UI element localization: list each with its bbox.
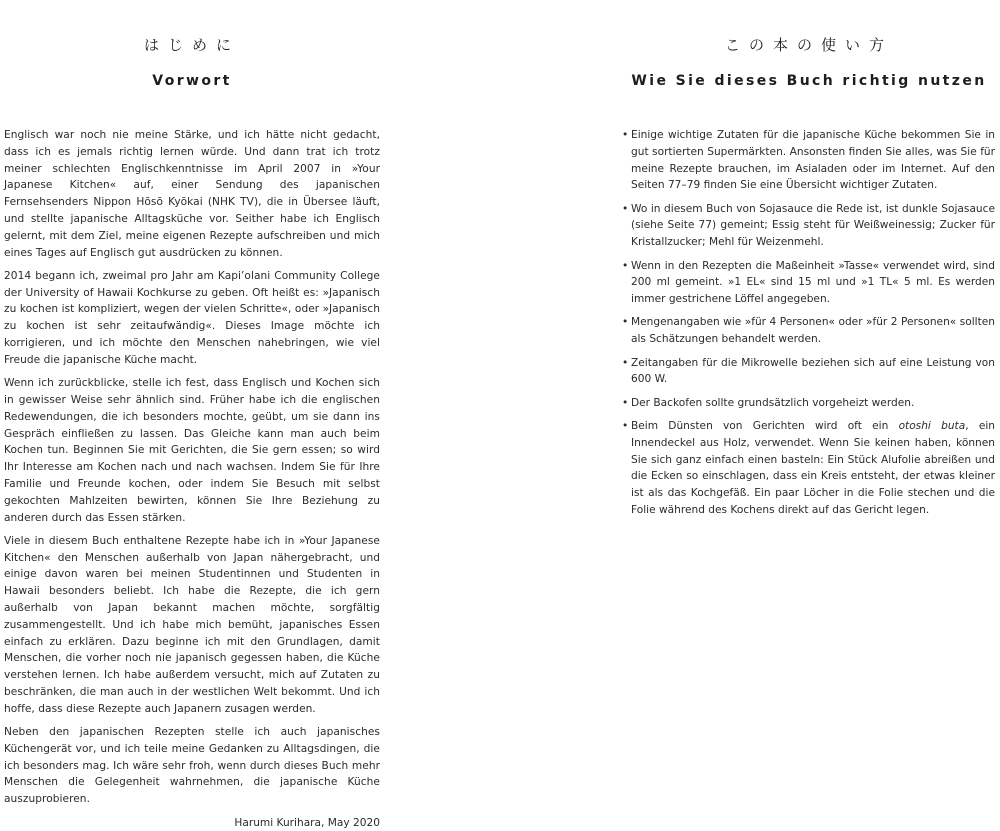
foreword-body: [4, 127, 380, 831]
bullet-icon: •: [622, 202, 629, 215]
list-item-text: Mengenangaben wie »für 4 Personen« oder »für 2 Personen« sollten als Schätzungen behandelt werden.: [631, 316, 995, 346]
list-item: [623, 258, 995, 308]
list-item-text: Zeitangaben für die Mikrowelle beziehen sich auf eine Leistung von 600 W.: [631, 356, 995, 386]
left-japanese-title: はじめに: [143, 36, 240, 54]
list-item-text-start: Beim Dünsten von Gerichten wird oft ein: [631, 419, 899, 432]
list-item: [623, 201, 995, 251]
list-item-text: Einige wichtige Zutaten für die japanische Küche bekommen Sie in gut sortierten Supermärkten. Ansonsten finden Sie alles, was Sie für meine Rezepte brauchen, im Asialaden oder im Internet. Auf den Seiten 77–79 finden Sie eine Übersicht wichtiger Zutaten.: [631, 129, 995, 192]
foreword-paragraph: Englisch war noch nie meine Stärke, und ich hätte nicht gedacht, dass ich es jemals richtig lernen würde. Und dann trat ich trotz meiner schlechten Englischkenntnisse im April 2007 in »Your Japanese Kitchen« auf, einer Sendung des japanischen Fernsehsenders Nippon Hōsō Kyōkai (NHK TV), die in Übersee läuft, und stellte japanische Alltagsküche vor. Seither habe ich Englisch gelernt, mit dem Ziel, meine eigenen Rezepte aufschreiben und mich eines Tages auf Englisch gut ausdrücken zu können.: [4, 129, 380, 259]
foreword-paragraph: Wenn ich zurückblicke, stelle ich fest, dass Englisch und Kochen sich in gewisser Weise sehr ähnlich sind. Früher habe ich die englischen Redewendungen, die ich besonders mochte, geübt, um sie dann ins Gespräch einfließen zu lassen. Das Gleiche kann man auch beim Kochen tun. Beginnen Sie mit Gerichten, die Sie gern essen; so wird Ihr Interesse am Kochen nach und nach wachsen. Indem Sie für Ihre Familie und Freunde kochen, oder indem Sie Besuch mit selbst gekochten Mahlzeiten bewirten, können Sie Ihre Beziehung zu anderen durch das Essen stärken.: [4, 377, 380, 524]
list-item: [623, 314, 995, 348]
list-item: [623, 355, 995, 389]
author-signature: Harumi Kurihara, May 2020: [234, 816, 380, 829]
list-item: [623, 418, 995, 519]
list-item: [623, 127, 995, 194]
bullet-icon: •: [622, 316, 629, 329]
foreword-paragraph: 2014 begann ich, zweimal pro Jahr am Kapi’olani Community College der University of Hawaii Kochkurse zu geben. Oft heißt es: »Japanisch zu kochen ist kompliziert, wegen der vielen Schritte«, oder »Japanisch zu kochen ist sehr zeitaufwändig«. Dieses Image möchte ich korrigieren, und ich möchte den Menschen nahebringen, wie viel Freude die japanische Küche macht.: [4, 269, 380, 366]
usage-guide-list: [623, 127, 995, 525]
foreword-title: Vorwort: [152, 73, 232, 89]
bullet-icon: •: [622, 356, 629, 369]
bullet-icon: •: [622, 259, 629, 272]
bullet-icon: •: [622, 419, 629, 432]
foreword-paragraph: Viele in diesem Buch enthaltene Rezepte habe ich in »Your Japanese Kitchen« den Menschen außerhalb von Japan nähergebracht, und einige davon waren bei meinen Studentinnen und Studenten in Hawaii besonders beliebt. Ich habe die Rezepte, die ich gern außerhalb von Japan bekannt machen möchte, sorgfältig zusammengestellt. Und ich habe mich bemüht, japanisches Essen einfach zu erklären. Dazu beginne ich mit den Grundlagen, damit Menschen, die vorher noch nie japanisch gegessen haben, die Küche verstehen lernen. Ich habe außerdem versucht, mich auf Zutaten zu beschränken, die man auch in der westlichen Welt bekommt. Und ich hoffe, dass diese Rezepte auch Japanern zusagen werden.: [4, 534, 380, 715]
bullet-icon: •: [622, 129, 629, 141]
list-item-text: Wo in diesem Buch von Sojasauce die Rede ist, ist dunkle Sojasauce (siehe Seite 77) gemeint; Essig steht für Weißweinessig; Zucker für Kristallzucker; Mehl für Weizenmehl.: [631, 202, 995, 249]
bullet-icon: •: [622, 396, 629, 409]
list-item: [623, 395, 995, 412]
list-item-text: Wenn in den Rezepten die Maßeinheit »Tasse« verwendet wird, sind 200 ml gemeint. »1 EL« sind 15 ml und »1 TL« 5 ml. Es werden immer gestrichene Löffel angegeben.: [631, 259, 995, 306]
list-item-text-end: , ein Innendeckel aus Holz, verwendet. Wenn Sie keinen haben, können Sie sich ganz einfach einen basteln: Ein Stück Alufolie abreißen und die Ecken so einschlagen, dass ein Kreis entsteht, der etwas kleiner ist als das Kochgefäß. Ein paar Löcher in die Folie stechen und die Folie während des Kochens direkt auf das Gericht legen.: [631, 419, 995, 516]
foreword-paragraph: Neben den japanischen Rezepten stelle ich auch japanisches Küchengerät vor, und ich teile meine Gedanken zu Alltagsdingen, die ich besonders mag. Ich wäre sehr froh, wenn durch dieses Buch mehr Menschen die Gelegenheit wahrnehmen, die japanische Küche auszuprobieren.: [4, 726, 380, 806]
otoshi-buta-term: otoshi buta: [898, 419, 966, 432]
right-japanese-title: この本の使い方: [724, 36, 893, 54]
list-item-text: Der Backofen sollte grundsätzlich vorgeheizt werden.: [631, 396, 915, 409]
usage-guide-title: Wie Sie dieses Buch richtig nutzen: [631, 73, 987, 89]
